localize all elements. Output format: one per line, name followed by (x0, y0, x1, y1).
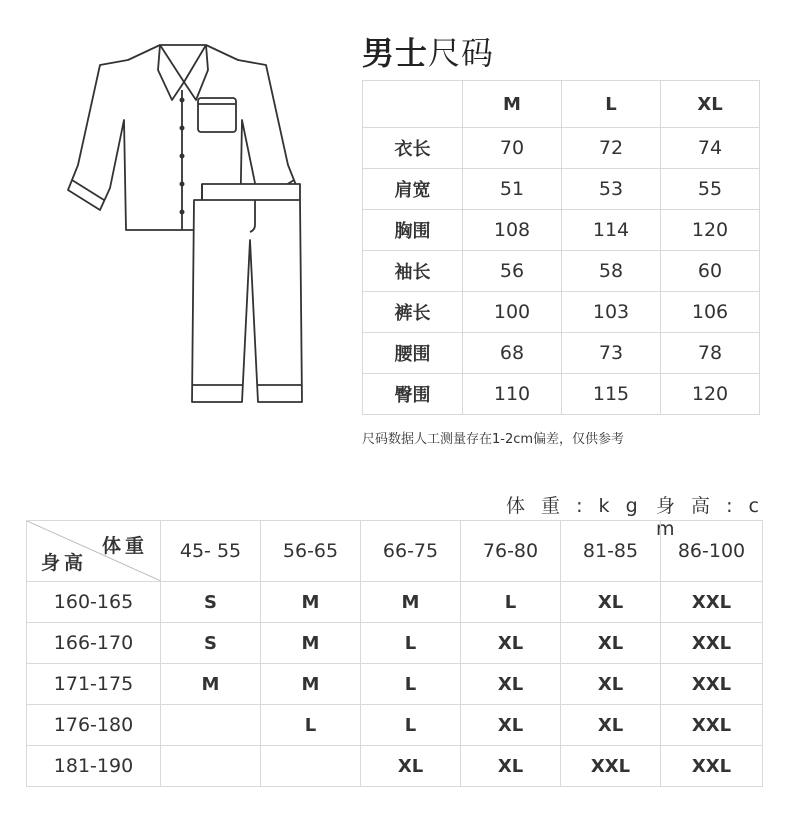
height-unit-label: 身 高 : c m (656, 495, 764, 540)
size-cell: XXL (661, 582, 763, 623)
table-cell: 103 (562, 292, 661, 333)
size-cell: S (161, 623, 261, 664)
table-row (363, 210, 760, 251)
table-cell: 115 (562, 374, 661, 415)
size-cell: XL (461, 746, 561, 787)
size-cell: M (161, 664, 261, 705)
table-cell: 55 (661, 169, 760, 210)
row-label: 裤长 (363, 292, 463, 333)
size-cell: XL (461, 664, 561, 705)
table-cell: 53 (562, 169, 661, 210)
weight-range-cell: 66-75 (361, 521, 461, 582)
table-cell: 51 (463, 169, 562, 210)
pajama-illustration (60, 40, 320, 430)
row-label: 衣长 (363, 128, 463, 169)
size-cell: M (261, 664, 361, 705)
table-cell: 68 (463, 333, 562, 374)
header-cell: XL (661, 81, 760, 128)
table-row (363, 292, 760, 333)
table-cell: 73 (562, 333, 661, 374)
table-cell: 120 (661, 374, 760, 415)
size-cell: S (161, 582, 261, 623)
measurement-table (362, 80, 760, 415)
measurement-header-row (363, 81, 760, 128)
weight-unit-label: 体 重 : k g (506, 495, 643, 517)
table-cell: 56 (463, 251, 562, 292)
table-row (27, 582, 763, 623)
table-cell: 114 (562, 210, 661, 251)
size-cell (161, 705, 261, 746)
table-row (27, 705, 763, 746)
table-row (363, 169, 760, 210)
table-cell: 72 (562, 128, 661, 169)
size-cell: L (461, 582, 561, 623)
size-cell: M (261, 623, 361, 664)
table-cell: 60 (661, 251, 760, 292)
size-cell: XXL (661, 705, 763, 746)
table-cell: 78 (661, 333, 760, 374)
row-label: 臀围 (363, 374, 463, 415)
height-range-cell: 181-190 (27, 746, 161, 787)
size-cell: XL (561, 664, 661, 705)
table-row (363, 333, 760, 374)
page-title (362, 28, 494, 74)
table-row (27, 746, 763, 787)
corner-height-label: 身高 (41, 552, 88, 574)
size-cell: XL (561, 623, 661, 664)
size-cell (161, 746, 261, 787)
table-cell: 70 (463, 128, 562, 169)
title-bold: 男士 (362, 34, 429, 72)
size-cell (261, 746, 361, 787)
table-cell: 58 (562, 251, 661, 292)
size-cell: XL (561, 582, 661, 623)
table-cell: 120 (661, 210, 760, 251)
weight-range-cell: 56-65 (261, 521, 361, 582)
row-label: 腰围 (363, 333, 463, 374)
table-cell: 110 (463, 374, 562, 415)
size-cell: XXL (661, 623, 763, 664)
header-cell: M (463, 81, 562, 128)
weight-range-cell: 86-100 (661, 521, 763, 582)
row-label: 胸围 (363, 210, 463, 251)
size-cell: L (361, 623, 461, 664)
size-cell: M (261, 582, 361, 623)
height-range-cell: 160-165 (27, 582, 161, 623)
fit-header-row (27, 521, 763, 582)
height-range-cell: 166-170 (27, 623, 161, 664)
size-cell: XXL (661, 664, 763, 705)
height-range-cell: 176-180 (27, 705, 161, 746)
table-row (363, 374, 760, 415)
row-label: 袖长 (363, 251, 463, 292)
corner-cell (27, 521, 161, 582)
table-row (363, 251, 760, 292)
size-fit-table (26, 520, 763, 787)
size-cell: L (261, 705, 361, 746)
header-cell (363, 81, 463, 128)
size-cell: M (361, 582, 461, 623)
table-row (27, 664, 763, 705)
size-cell: XL (461, 705, 561, 746)
size-cell: XL (561, 705, 661, 746)
title-light: 尺码 (428, 34, 495, 72)
weight-range-cell: 76-80 (461, 521, 561, 582)
weight-range-cell: 81-85 (561, 521, 661, 582)
size-cell: XL (461, 623, 561, 664)
corner-weight-label: 体重 (101, 535, 148, 557)
measurement-note: 尺码数据人工测量存在1-2cm偏差，仅供参考 (362, 432, 625, 447)
size-cell: XXL (661, 746, 763, 787)
size-cell: XL (361, 746, 461, 787)
table-cell: 74 (661, 128, 760, 169)
size-cell: L (361, 664, 461, 705)
size-cell: L (361, 705, 461, 746)
weight-range-cell: 45- 55 (161, 521, 261, 582)
table-cell: 106 (661, 292, 760, 333)
header-cell: L (562, 81, 661, 128)
table-cell: 108 (463, 210, 562, 251)
row-label: 肩宽 (363, 169, 463, 210)
table-row (27, 623, 763, 664)
size-cell: XXL (561, 746, 661, 787)
table-cell: 100 (463, 292, 562, 333)
table-row (363, 128, 760, 169)
height-range-cell: 171-175 (27, 664, 161, 705)
